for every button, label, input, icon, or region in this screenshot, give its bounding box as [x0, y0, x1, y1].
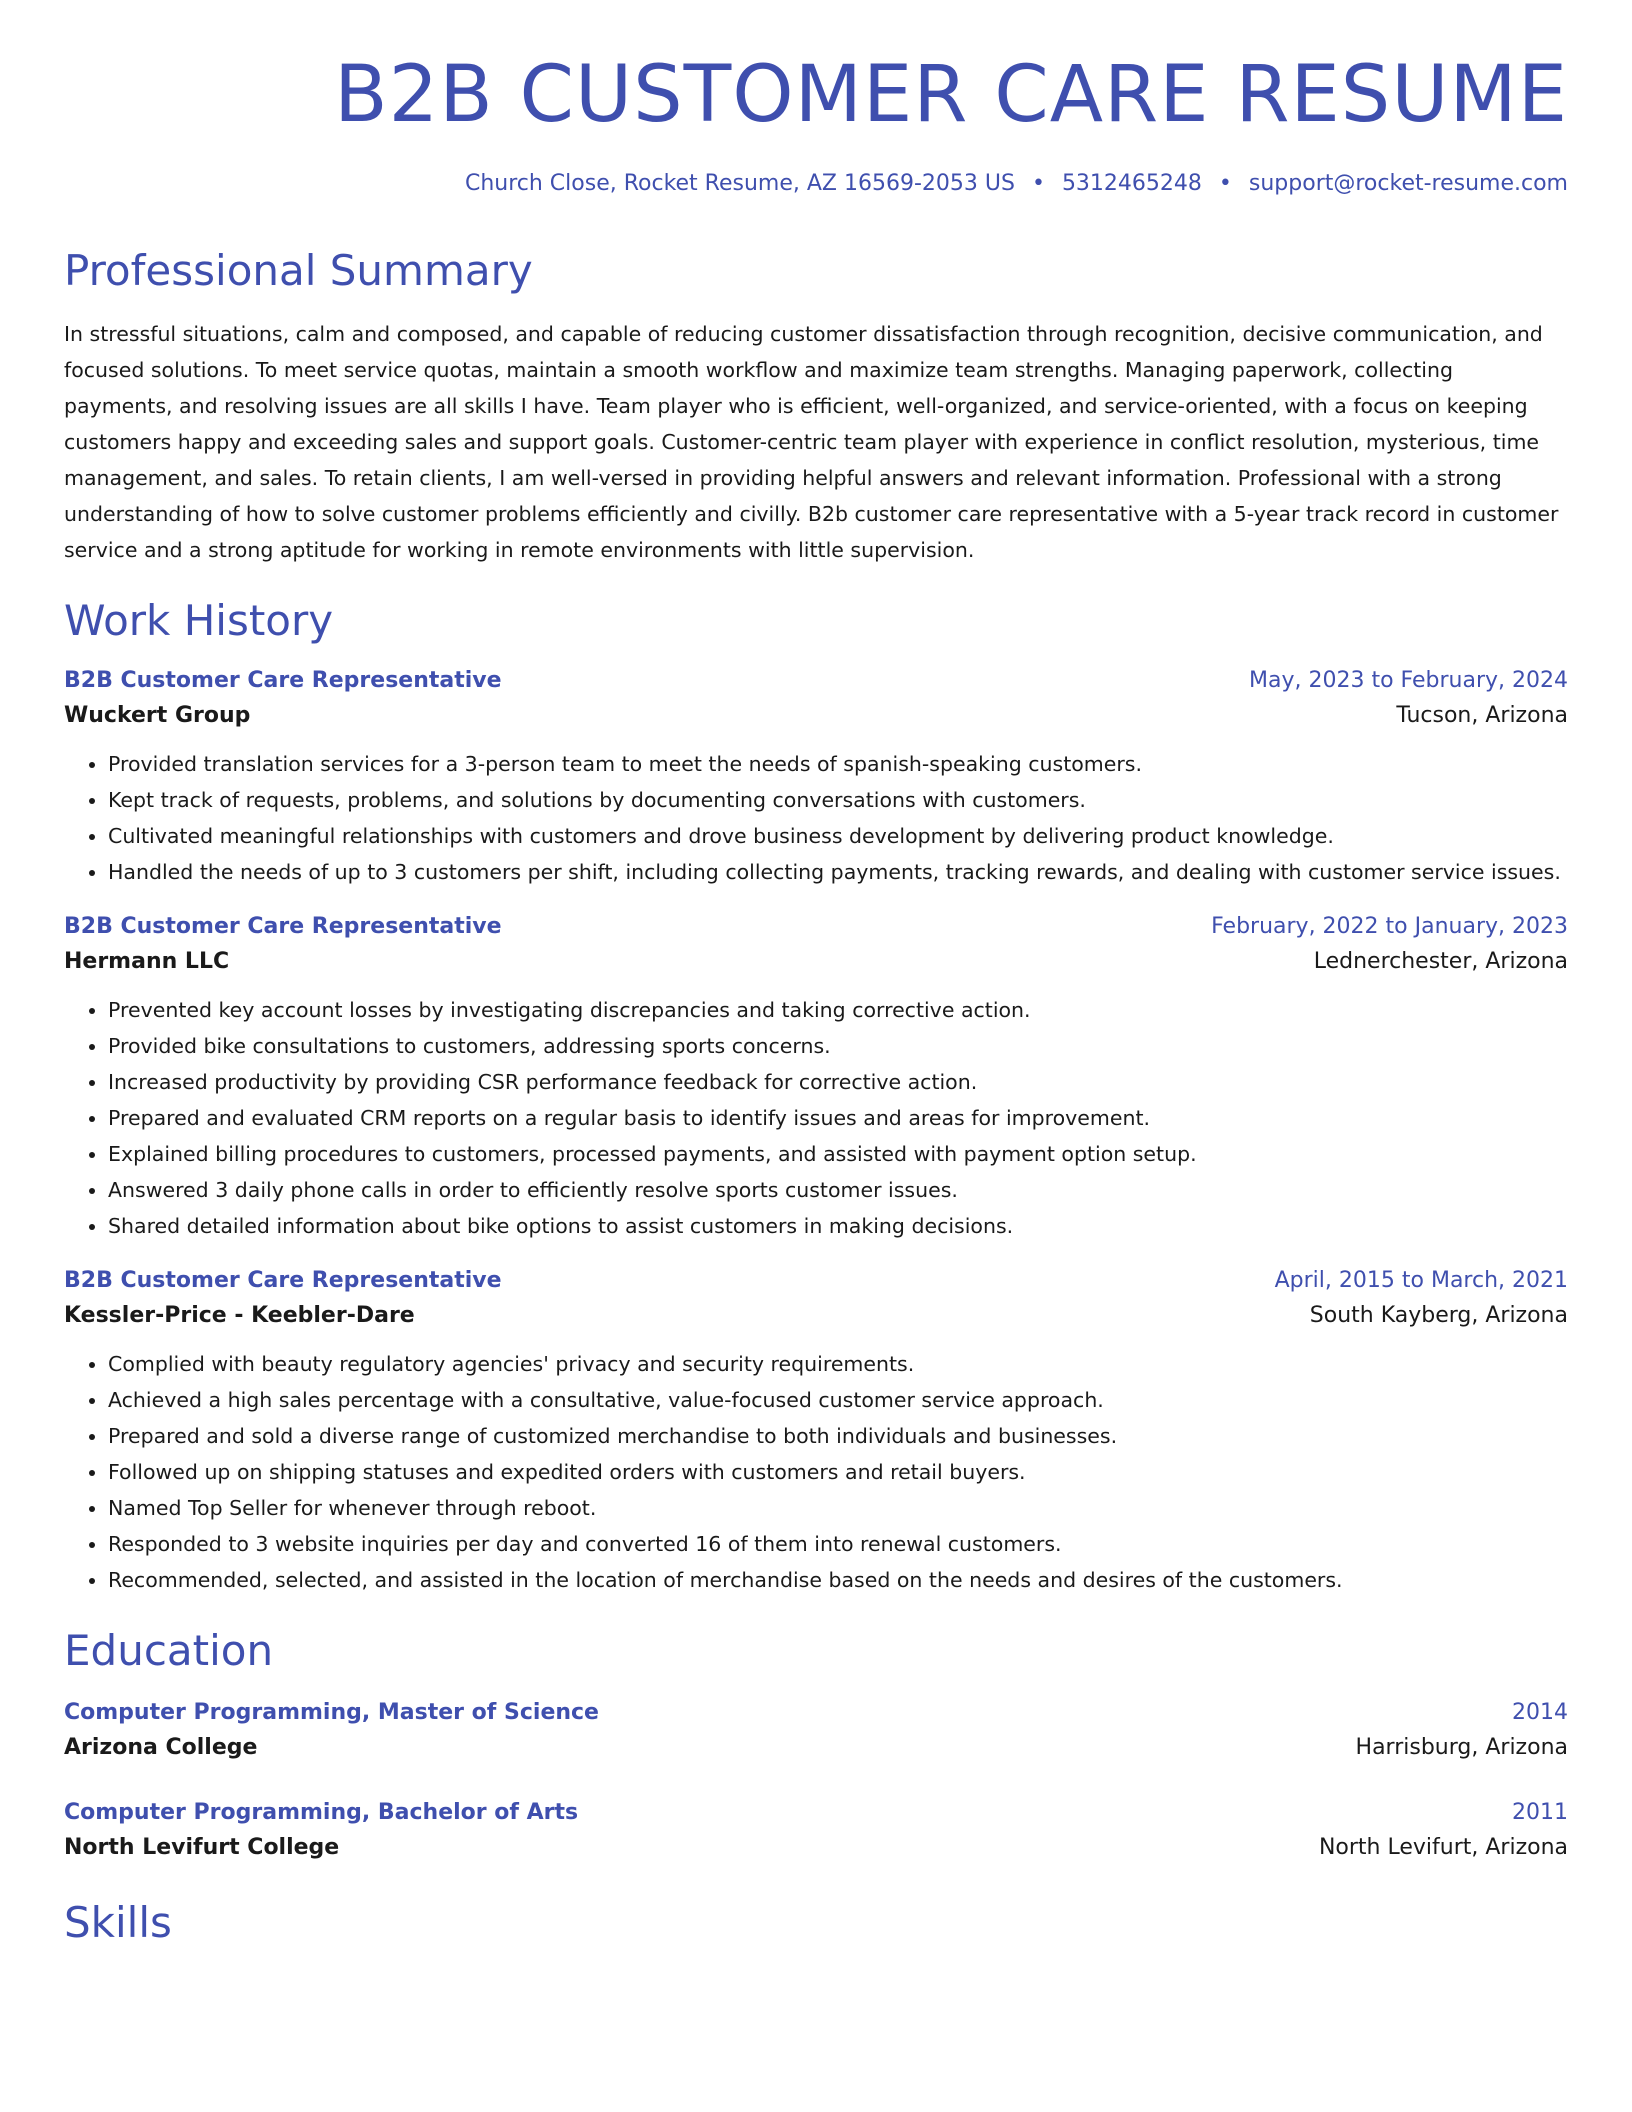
job-bullet: • Kept track of requests, problems, and solutions by documenting conversations with customers.	[108, 782, 1568, 818]
job-bullet: • Prevented key account losses by investigating discrepancies and taking corrective action.	[108, 992, 1568, 1028]
resume-header	[64, 0, 1568, 196]
job-dates: April, 2015 to March, 2021	[1274, 1268, 1568, 1294]
job-company: Wuckert Group	[64, 703, 251, 729]
job-location: Tucson, Arizona	[1396, 703, 1568, 729]
job-dates: May, 2023 to February, 2024	[1249, 668, 1568, 694]
job-bullet: • Handled the needs of up to 3 customers per shift, including collecting payments, tracking rewards, and dealing with customer service issues.	[108, 854, 1568, 890]
separator-dot: •	[1218, 170, 1232, 196]
education-year: 2011	[1512, 1800, 1568, 1826]
job-entry	[64, 668, 1568, 890]
job-bullet: • Responded to 3 website inquiries per day and converted 16 of them into renewal customers.	[108, 1526, 1568, 1562]
job-entry	[64, 914, 1568, 1244]
education-school: Arizona College	[64, 1735, 258, 1761]
job-bullet: • Prepared and evaluated CRM reports on a regular basis to identify issues and areas for improvement.	[108, 1100, 1568, 1136]
job-title: B2B Customer Care Representative	[64, 914, 502, 940]
education-degree: Computer Programming, Master of Science	[64, 1700, 599, 1726]
resume-name: B2B CUSTOMER CARE RESUME	[334, 50, 1568, 140]
job-location: Lednerchester, Arizona	[1313, 949, 1568, 975]
contact-email[interactable]: support@rocket-resume.com	[1248, 170, 1568, 196]
job-bullet: • Named Top Seller for whenever through reboot.	[108, 1490, 1568, 1526]
education-location: North Levifurt, Arizona	[1318, 1835, 1568, 1861]
job-bullets	[64, 746, 1568, 890]
contact-phone: 5312465248	[1061, 170, 1202, 196]
job-location: South Kayberg, Arizona	[1309, 1303, 1568, 1329]
job-bullet: • Answered 3 daily phone calls in order to efficiently resolve sports customer issues.	[108, 1172, 1568, 1208]
job-bullets	[64, 992, 1568, 1244]
summary-text: In stressful situations, calm and composed, and capable of reducing customer dissatisfaction through recognition, decisive communication, and focused solutions. To meet service quotas, maintain a smooth workflow and maximize team strengths. Managing paperwork, collecting payments, and resolving issues are all skills I have. Team player who is efficient, well-organized, and service-oriented, with a focus on keeping customers happy and exceeding sales and support goals. Customer-centric team player with experience in conflict resolution, mysterious, time management, and sales. To retain clients, I am well-versed in providing helpful answers and relevant information. Professional with a strong understanding of how to solve customer problems efficiently and civilly. B2b customer care representative with a 5-year track record in customer service and a strong aptitude for working in remote environments with little supervision.	[64, 322, 1559, 563]
job-bullet: • Recommended, selected, and assisted in the location of merchandise based on the needs and desires of the customers.	[108, 1562, 1568, 1598]
contact-address: Church Close, Rocket Resume, AZ 16569-2053 US	[464, 170, 1015, 196]
work-history-heading: Work History	[64, 596, 334, 646]
job-bullet: • Achieved a high sales percentage with a consultative, value-focused customer service approach.	[108, 1382, 1568, 1418]
education-school: North Levifurt College	[64, 1835, 340, 1861]
separator-dot: •	[1031, 170, 1045, 196]
job-bullet: • Explained billing procedures to customers, processed payments, and assisted with payment option setup.	[108, 1136, 1568, 1172]
job-dates: February, 2022 to January, 2023	[1211, 914, 1568, 940]
job-bullet: • Cultivated meaningful relationships with customers and drove business development by delivering product knowledge.	[108, 818, 1568, 854]
job-bullets	[64, 1346, 1568, 1598]
job-bullet: • Provided translation services for a 3-person team to meet the needs of spanish-speaking customers.	[108, 746, 1568, 782]
education-entry	[64, 1700, 1568, 1760]
education-degree: Computer Programming, Bachelor of Arts	[64, 1800, 579, 1826]
job-company: Kessler-Price - Keebler-Dare	[64, 1303, 415, 1329]
education-year: 2014	[1512, 1700, 1568, 1726]
job-bullet: • Prepared and sold a diverse range of customized merchandise to both individuals and businesses.	[108, 1418, 1568, 1454]
job-bullet: • Shared detailed information about bike options to assist customers in making decisions.	[108, 1208, 1568, 1244]
contact-line	[64, 171, 1568, 196]
job-entry	[64, 1268, 1568, 1598]
job-company: Hermann LLC	[64, 949, 230, 975]
job-bullet: • Increased productivity by providing CSR performance feedback for corrective action.	[108, 1064, 1568, 1100]
job-title: B2B Customer Care Representative	[64, 668, 502, 694]
job-bullet: • Followed up on shipping statuses and expedited orders with customers and retail buyers.	[108, 1454, 1568, 1490]
education-location: Harrisburg, Arizona	[1355, 1735, 1568, 1761]
resume-page	[64, 0, 1568, 1947]
job-bullet: • Complied with beauty regulatory agencies' privacy and security requirements.	[108, 1346, 1568, 1382]
education-entry	[64, 1800, 1568, 1860]
job-bullet: • Provided bike consultations to customers, addressing sports concerns.	[108, 1028, 1568, 1064]
job-title: B2B Customer Care Representative	[64, 1268, 502, 1294]
skills-heading: Skills	[64, 1898, 172, 1948]
education-heading: Education	[64, 1626, 274, 1676]
summary-heading: Professional Summary	[64, 245, 533, 295]
